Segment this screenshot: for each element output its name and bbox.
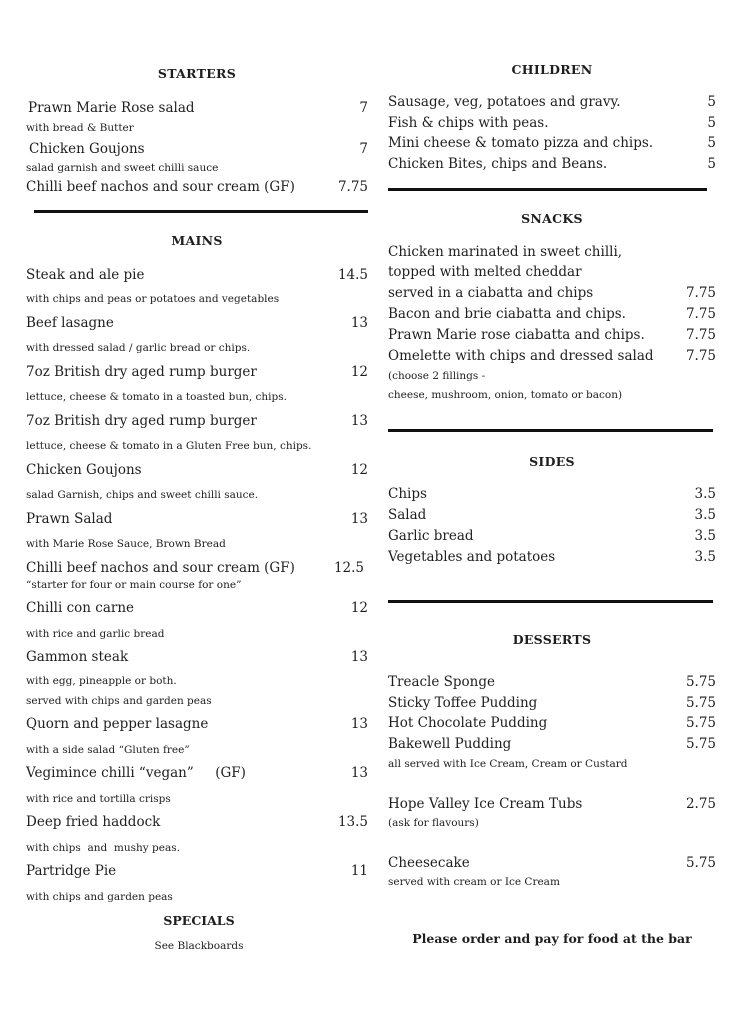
item-name: Beef lasagne xyxy=(26,315,114,331)
item-price: 7 xyxy=(359,100,368,116)
item-price: 11 xyxy=(350,863,368,879)
item-price: 12 xyxy=(350,462,368,478)
menu-item xyxy=(388,715,716,735)
item-name: Cheesecake xyxy=(388,855,470,871)
menu-item xyxy=(26,267,368,287)
item-description: with chips and peas or potatoes and vegetables xyxy=(26,293,280,305)
item-name: Garlic bread xyxy=(388,528,474,544)
item-price: 5.75 xyxy=(685,674,716,690)
item-price: 13 xyxy=(350,716,368,732)
item-price: 13 xyxy=(350,649,368,665)
menu-item xyxy=(388,507,716,527)
item-price: 5 xyxy=(707,115,716,131)
item-name: Mini cheese & tomato pizza and chips. xyxy=(388,135,654,151)
divider xyxy=(388,188,707,191)
item-name: Salad xyxy=(388,507,427,523)
menu-item xyxy=(388,528,716,548)
item-description: with rice and tortilla crisps xyxy=(26,793,171,805)
menu-item xyxy=(388,285,716,305)
item-description: lettuce, cheese & tomato in a toasted bun, chips. xyxy=(26,391,287,403)
specials-note: See Blackboards xyxy=(154,940,244,952)
starters-heading: STARTERS xyxy=(157,66,237,81)
item-price: 2.75 xyxy=(685,796,716,812)
item-description: with a side salad “Gluten free” xyxy=(26,744,190,756)
item-name: Vegimince chilli “vegan” (GF) xyxy=(26,765,246,781)
divider xyxy=(388,600,713,603)
mains-heading: MAINS xyxy=(171,233,223,248)
item-name: Bacon and brie ciabatta and chips. xyxy=(388,306,626,322)
item-price: 5.75 xyxy=(685,695,716,711)
footer-note: Please order and pay for food at the bar xyxy=(412,931,692,946)
item-price: 13 xyxy=(350,511,368,527)
menu-item xyxy=(388,306,716,326)
item-name: Omelette with chips and dressed salad xyxy=(388,348,654,364)
item-price: 3.5 xyxy=(694,486,716,502)
item-description: (ask for flavours) xyxy=(388,817,479,829)
item-price: 5.75 xyxy=(685,715,716,731)
menu-item xyxy=(26,863,368,883)
item-name: 7oz British dry aged rump burger xyxy=(26,364,257,380)
children-heading: CHILDREN xyxy=(511,62,593,77)
menu-item xyxy=(388,736,716,756)
menu-item xyxy=(26,141,368,161)
item-description: with rice and garlic bread xyxy=(26,628,165,640)
menu-item xyxy=(388,549,716,569)
item-name: served in a ciabatta and chips xyxy=(388,285,594,301)
item-name: Chips xyxy=(388,486,427,502)
item-price: 7 xyxy=(359,141,368,157)
menu-item xyxy=(388,796,716,816)
item-price: 7.75 xyxy=(685,327,716,343)
menu-item xyxy=(388,348,716,368)
item-name: Quorn and pepper lasagne xyxy=(26,716,209,732)
item-name: Chilli con carne xyxy=(26,600,135,616)
item-price: 12 xyxy=(350,364,368,380)
menu-item xyxy=(26,649,368,669)
item-price: 3.5 xyxy=(694,528,716,544)
item-name: Bakewell Pudding xyxy=(388,736,512,752)
menu-item xyxy=(26,814,368,834)
menu-item xyxy=(26,100,368,120)
item-price: 5 xyxy=(707,156,716,172)
item-name: topped with melted cheddar xyxy=(388,264,582,280)
divider xyxy=(388,429,713,432)
item-name: Prawn Salad xyxy=(26,511,113,527)
menu-item xyxy=(26,179,368,199)
menu-item xyxy=(26,364,368,384)
item-price: 13 xyxy=(350,413,368,429)
item-price: 13 xyxy=(350,315,368,331)
sides-heading: SIDES xyxy=(529,454,575,469)
item-name: Gammon steak xyxy=(26,649,129,665)
item-description: lettuce, cheese & tomato in a Gluten Free bun, chips. xyxy=(26,440,312,452)
menu-item xyxy=(388,135,716,155)
item-description: all served with Ice Cream, Cream or Custard xyxy=(388,758,628,770)
item-price: 5 xyxy=(707,94,716,110)
item-description: salad garnish and sweet chilli sauce xyxy=(26,162,219,174)
item-description: with Marie Rose Sauce, Brown Bread xyxy=(26,538,226,550)
item-description: with chips and mushy peas. xyxy=(26,842,180,854)
item-description: “starter for four or main course for one” xyxy=(26,579,242,591)
menu-item xyxy=(26,600,368,620)
item-description: (choose 2 fillings - xyxy=(388,370,486,382)
item-price: 13 xyxy=(350,765,368,781)
specials-heading: SPECIALS xyxy=(163,913,235,928)
item-description: served with cream or Ice Cream xyxy=(388,876,560,888)
menu-item xyxy=(388,674,716,694)
item-price: 14.5 xyxy=(337,267,368,283)
item-name: Chicken Goujons xyxy=(26,462,142,478)
item-price: 7.75 xyxy=(685,348,716,364)
divider xyxy=(34,210,368,213)
item-name: Steak and ale pie xyxy=(26,267,145,283)
item-price: 12.5 xyxy=(333,560,364,576)
item-name: Deep fried haddock xyxy=(26,814,161,830)
item-description: cheese, mushroom, onion, tomato or bacon) xyxy=(388,389,623,401)
item-name: Sausage, veg, potatoes and gravy. xyxy=(388,94,621,110)
item-name: Prawn Marie Rose salad xyxy=(28,100,195,116)
item-name: Hope Valley Ice Cream Tubs xyxy=(388,796,583,812)
snack-description-line xyxy=(388,264,716,284)
menu-item xyxy=(26,716,368,736)
menu-item xyxy=(26,560,368,580)
item-price: 7.75 xyxy=(337,179,368,195)
menu-item xyxy=(388,156,716,176)
menu-item xyxy=(388,855,716,875)
menu-item xyxy=(26,315,368,335)
item-name: Chicken Goujons xyxy=(29,141,145,157)
item-name: Fish & chips with peas. xyxy=(388,115,549,131)
item-description: with chips and garden peas xyxy=(26,891,173,903)
item-description: with egg, pineapple or both. xyxy=(26,675,177,687)
item-price: 5 xyxy=(707,135,716,151)
item-description: salad Garnish, chips and sweet chilli sauce. xyxy=(26,489,259,501)
item-price: 12 xyxy=(350,600,368,616)
item-name: Chicken Bites, chips and Beans. xyxy=(388,156,608,172)
menu-item xyxy=(388,695,716,715)
item-name: Chilli beef nachos and sour cream (GF) xyxy=(26,560,295,576)
item-name: 7oz British dry aged rump burger xyxy=(26,413,257,429)
item-name: Partridge Pie xyxy=(26,863,117,879)
item-name: Chicken marinated in sweet chilli, xyxy=(388,244,623,260)
item-price: 13.5 xyxy=(337,814,368,830)
item-description: served with chips and garden peas xyxy=(26,695,212,707)
item-name: Vegetables and potatoes xyxy=(388,549,556,565)
menu-item xyxy=(388,486,716,506)
item-description: with dressed salad / garlic bread or chips. xyxy=(26,342,251,354)
item-price: 3.5 xyxy=(694,549,716,565)
menu-item xyxy=(26,462,368,482)
menu-item xyxy=(26,765,368,785)
snack-description-line xyxy=(388,244,716,264)
item-name: Prawn Marie rose ciabatta and chips. xyxy=(388,327,645,343)
item-name: Chilli beef nachos and sour cream (GF) xyxy=(26,179,295,195)
item-name: Treacle Sponge xyxy=(388,674,495,690)
item-price: 7.75 xyxy=(685,306,716,322)
menu-item xyxy=(388,94,716,114)
menu-item xyxy=(388,327,716,347)
item-price: 7.75 xyxy=(685,285,716,301)
item-price: 5.75 xyxy=(685,855,716,871)
item-price: 5.75 xyxy=(685,736,716,752)
snacks-heading: SNACKS xyxy=(521,211,583,226)
menu-item xyxy=(26,413,368,433)
menu-item xyxy=(26,511,368,531)
item-description: with bread & Butter xyxy=(26,122,134,134)
item-name: Hot Chocolate Pudding xyxy=(388,715,548,731)
desserts-heading: DESSERTS xyxy=(512,632,592,647)
item-price: 3.5 xyxy=(694,507,716,523)
item-name: Sticky Toffee Pudding xyxy=(388,695,538,711)
menu-item xyxy=(388,115,716,135)
